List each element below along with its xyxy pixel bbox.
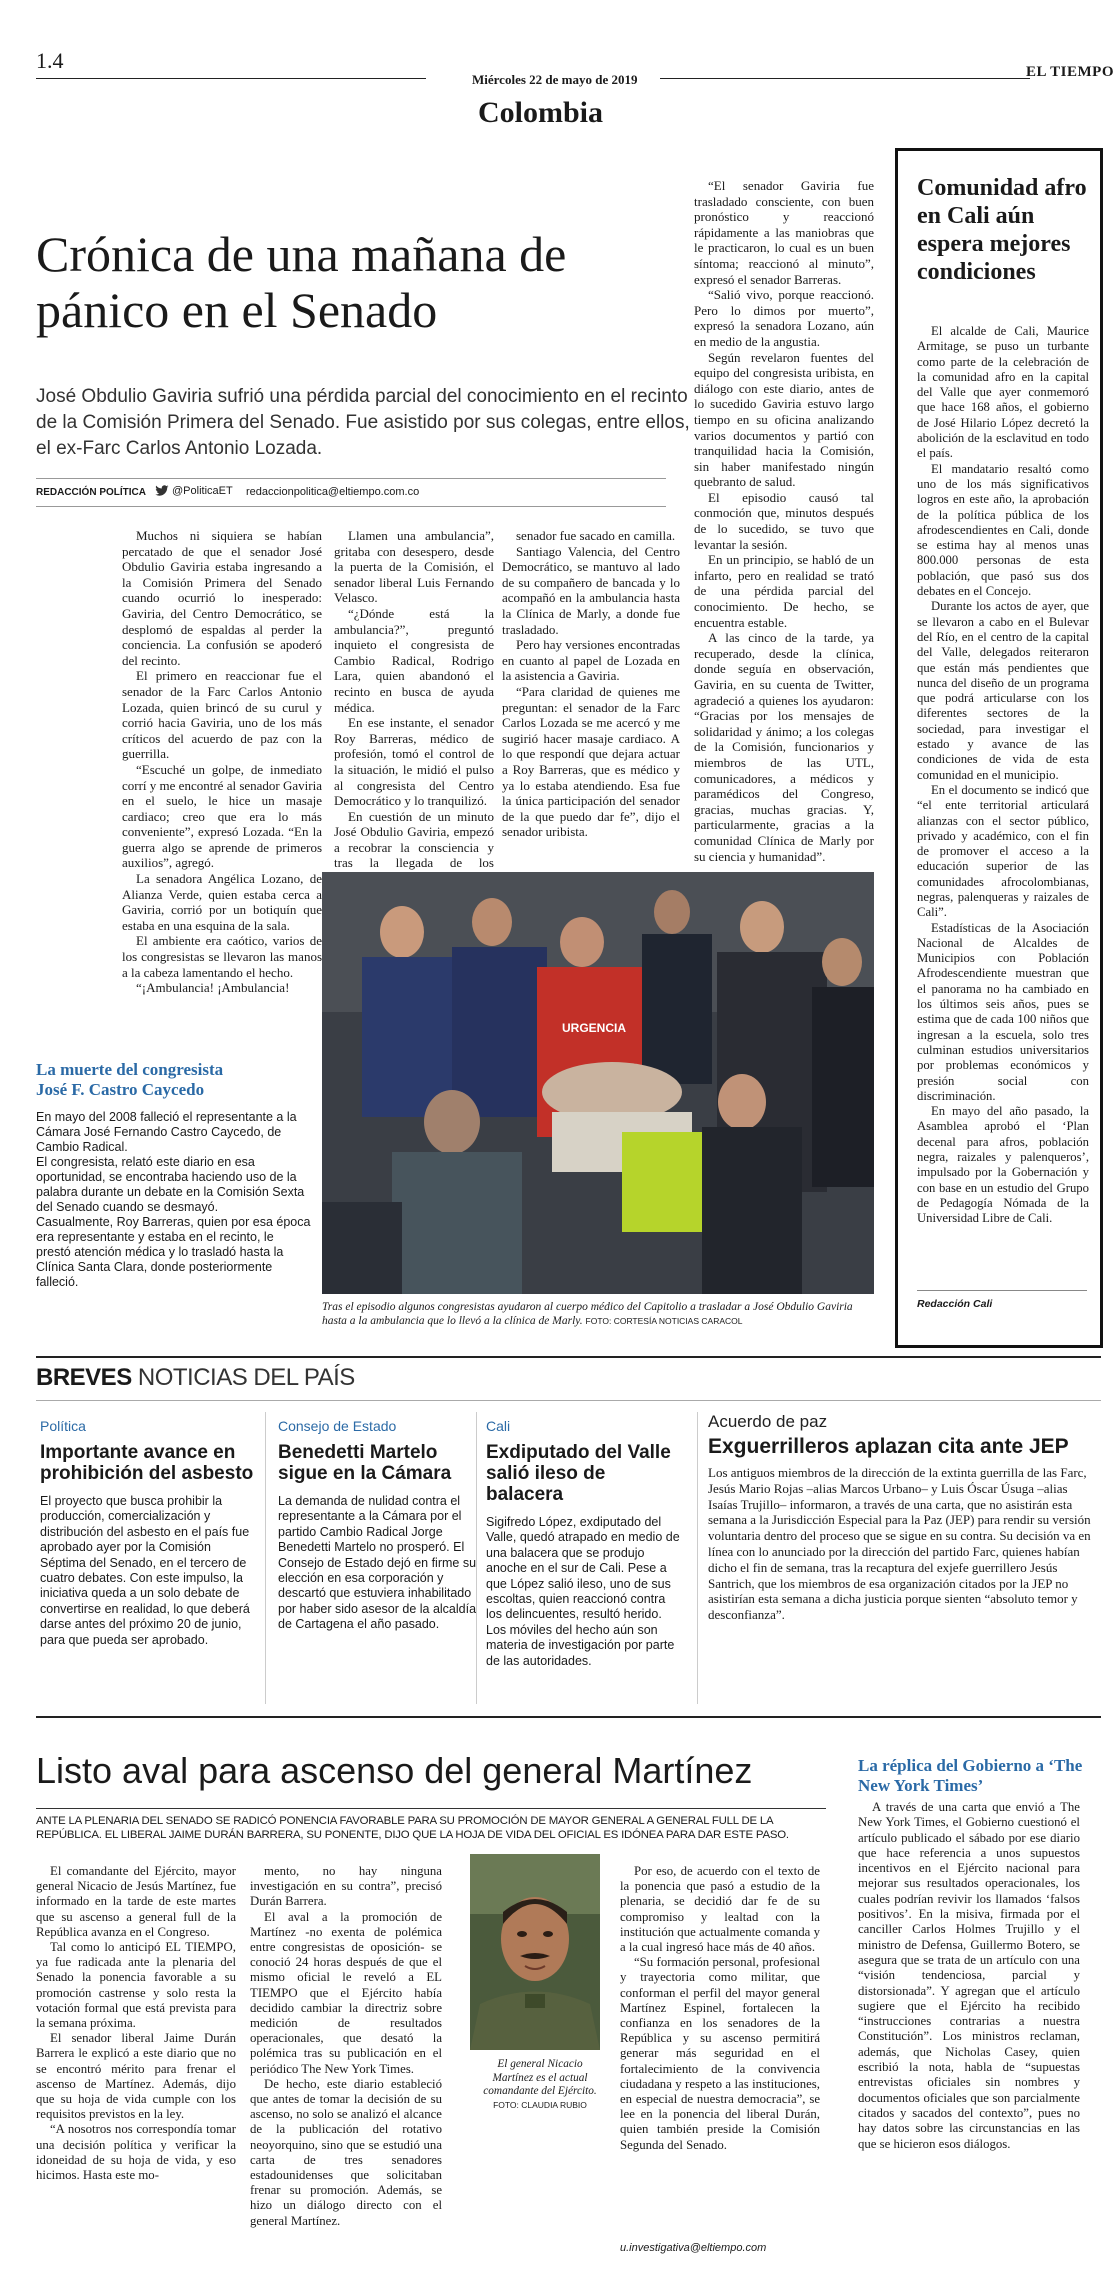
issue-date: Miércoles 22 de mayo de 2019 [472, 72, 638, 87]
paragraph: A las cinco de la tarde, ya recuperado, desde la clínica, donde seguía en observación, Gaviria, en su cuenta de Twitter, agradeció a quienes los ayudaron: “Gracias por los mensajes de solidaridad y ánimo; a los colegas de la Comisión, funcionarios y miembros de las UTL, comunicadores, a médicos y paramédicos del Congreso, gracias, muchas gracias. Y, particularmente, gracias a la comunidad Clínica de Marly por su ciencia y humanidad”. [694, 630, 874, 864]
paragraph: En cuestión de un minuto José Obdulio Gaviria, empezó a recobrar la consciencia y tras la llegada de los [334, 808, 494, 871]
paragraph: La senadora Angélica Lozano, de Alianza Verde, quien estaba cerca a Gaviria, corrió por un botiquín que estaba en una esquina de la sala. [122, 871, 322, 933]
paragraph: En un principio, se habló de un infarto, pero en realidad se trató de una pérdida parcial del conocimiento. De hecho, se encuentra estable. [694, 552, 874, 630]
paragraph: “Para claridad de quienes me preguntan: el senador de la Farc Carlos Lozada se me acercó y me sugirió hacer masaje cardiaco. A lo que respondí que dejara actuar a Roy Barreras, que es médico y ya lo estaba atendiendo. Esa fue la única participación del senador de la que puedo dar fe”, dijo el senador uribista. [502, 683, 680, 840]
paragraph: El aval a la promoción de Martínez -no exenta de polémica entre congresistas de oposición- se conoció 24 horas después de que el mismo oficial le reveló a EL TIEMPO que el Ejército había decidido cambiar la directriz sobre medición de resultados operacionales, que desató la polémica tras su publicación en el periódico The New York Times. [250, 1909, 442, 2076]
page-number: 1.4 [36, 48, 64, 73]
breve-section: Política [40, 1418, 86, 1434]
breve-headline: Exdiputado del Valle salió ileso de balacera [486, 1442, 671, 1505]
paragraph: El alcalde de Cali, Maurice Armitage, se puso un turbante como parte de la celebración de la comunidad afro en la capital del Valle que ayer conmemoró que hace 168 años, el gobierno de José Hilario López decretó la abolición de la esclavitud en todo el país. [917, 324, 1089, 461]
lead-photo-caption-text: Tras el episodio algunos congresistas ayudaron al cuerpo médico del Capitolio a trasladar a José Obdulio Gaviria hasta a la ambulancia que lo llevó a la clínica de Marly. [322, 1301, 853, 1327]
byline-rule-top [36, 478, 666, 479]
paragraph: En el documento se indicó que “el ente territorial articulará alianzas con el sector público, privado y académico, con el fin de promover el acceso a la educación superior de las comunidades afrocolombianas, negras, palenqueras y raizales de Cali”. [917, 782, 1089, 920]
breves-rule-bottom [36, 1716, 1101, 1718]
paragraph: Tal como lo anticipó EL TIEMPO, ya fue radicada ante la plenaria del Senado la ponencia favorable a su promoción castrense y solo resta la votación formal que está prevista para la semana próxima. [36, 1940, 236, 2031]
paragraph: Durante los actos de ayer, que se llevaron a cabo en el Bulevar del Río, en el centro de la capital del Valle, delegados reiteraron que están más pendientes que nunca del diseño de un programa que podrá articularse con los diferentes sectores de la sociedad, para investigar el estado y avance de las condiciones de vida de esta comunidad en el municipio. [917, 599, 1089, 782]
breve-headline: Importante avance en prohibición del asbesto [40, 1442, 254, 1484]
paragraph: El primero en reaccionar fue el senador de la Farc Carlos Antonio Lozada, quien brincó de su curul y corrió hacia Gaviria, uno de los más críticos del acuerdo de paz con la guerrilla. [122, 668, 322, 762]
breves-label [36, 1364, 355, 1392]
paragraph: El episodio causó tal conmoción que, minutos después de lo sucedido, se tuvo que levantar la sesión. [694, 489, 874, 552]
lead-headline: Crónica de una mañana de pánico en el Senado [36, 226, 567, 338]
breves-rule-mid [36, 1400, 1101, 1401]
breve-item-3 [486, 1418, 682, 1669]
paragraph: En mayo del año pasado, la Asamblea aprobó el ‘Plan decenal para afros, población negra, raizales y palenqueros’, impulsado por la Gobernación y con base en un estudio del Grupo de Pedagogía Nómada de la Universidad Libre de Cali. [917, 1104, 1089, 1226]
afro-cali-text [917, 324, 1089, 1284]
replica-sidebar-title: La réplica del Gobierno a ‘The New York Times’ [858, 1756, 1083, 1795]
paragraph: “Escuché un golpe, de inmediato corrí y me encontré al senador Gaviria en el suelo, le hice un masaje cardiaco; creo que era lo más conveniente”, expresó Lozada. “En la guerra algo se aprende de primeros auxilios”, agregó. [122, 761, 322, 871]
paragraph: En mayo del 2008 falleció el representante a la Cámara José Fernando Castro Caycedo, de Cambio Radical. [36, 1110, 297, 1154]
paragraph: Casualmente, Roy Barreras, quien por esa época era representante y estaba en el recinto, le prestó atención médica y lo trasladó hasta la Clínica Santa Clara, donde posteriormente falleció. [36, 1215, 311, 1289]
lead-body-col3 [502, 528, 680, 840]
paragraph: Llamen una ambulancia”, gritaba con desespero, desde la puerta de la Comisión, el senador liberal Luis Fernando Velasco. [334, 528, 494, 606]
twitter-icon [155, 485, 169, 497]
breve-section: Cali [486, 1418, 511, 1434]
breve-section: Consejo de Estado [278, 1418, 397, 1434]
breve-item-2 [278, 1418, 478, 1633]
breve-text: Sigifredo López, exdiputado del Valle, quedó atrapado en medio de una balacera que se produjo anoche en el sur de Cali. Pese a que López salió ileso, uno de sus escoltas, quien reaccionó contra los delincuentes, resultó herido. Los móviles del hecho aún son materia de investigación por parte de las autoridades. [486, 1515, 680, 1668]
svg-text:URGENCIA: URGENCIA [562, 1021, 627, 1035]
breve-headline: Benedetti Martelo sigue en la Cámara [278, 1442, 452, 1484]
lead-body-col1 [122, 528, 322, 1018]
paragraph: El congresista, relató este diario en esa oportunidad, se encontraba haciendo uso de la palabra durante un debate en la Comisión Sexta del Senado cuando se desmayó. [36, 1155, 305, 1214]
second-summary: ANTE LA PLENARIA DEL SENADO SE RADICÓ PONENCIA FAVORABLE PARA SU PROMOCIÓN DE MAYOR GENERAL A GENERAL FULL DE LA REPÚBLICA. EL LIBERAL JAIME DURÁN BARRERA, SU PONENTE, DIJO QUE LA HOJA DE VIDA DEL OFICIAL ES IDÓNEA PARA DAR ESTE PASO. [36, 1815, 789, 1841]
lead-sidebar-text [36, 1110, 311, 1315]
afro-cali-byline: Redacción Cali [917, 1298, 993, 1310]
lead-photo [322, 872, 874, 1294]
paragraph: “El senador Gaviria fue trasladado consciente, con buen pronóstico y reaccionó rápidamente a las maniobras que le practicaron, lo cual es un buen síntoma; reaccionó al minuto”, expresó el senador Barreras. [694, 178, 874, 287]
afro-cali-title: Comunidad afro en Cali aún espera mejores condiciones [917, 175, 1087, 285]
general-photo [470, 1854, 600, 2050]
breve-text: La demanda de nulidad contra el representante a la Cámara por el partido Cambio Radical Jorge Benedetti Martelo no prosperó. El Consejo de Estado dejó en firme su elección en esa corporación y descartó que estuviera inhabilitado por haber sido asesor de la alcaldía de Cartagena el año pasado. [278, 1494, 477, 1632]
lead-photo-credit: FOTO: CORTESÍA NOTICIAS CARACOL [585, 1316, 743, 1326]
breve-divider-1 [265, 1412, 266, 1704]
second-body-col3 [620, 1864, 820, 2224]
breve-headline: Exguerrilleros aplazan cita ante JEP [708, 1435, 1069, 1458]
breve-section: Acuerdo de paz [708, 1412, 828, 1431]
lead-body-col4 [694, 178, 874, 864]
paragraph: El senador liberal Jaime Durán Barrera le explicó a este diario que no se encontró mérito para frenar el ascenso de Martínez. Además, dijo que su hoja de vida cumple con los requisitos previstos en la ley. [36, 2031, 236, 2122]
breve-text: Los antiguos miembros de la dirección de la extinta guerrilla de las Farc, Jesús Mario Rojas –alias Marcos Urbano– y Luis Óscar Úsuga –alias Isaías Trujillo– informaron, a través de una carta, que no asistirán esta semana a la Jurisdicción Especial para la Paz (JEP) para rendir su versión voluntaria dentro del proceso que se sigue en su contra. Su decisión va en línea con lo anunciado por la dirección del partido Farc, quienes habían dicho el fin de semana, tras la recaptura del exjefe guerrillero Jesús Santrich, que los miembros de esa organización citados por la JEP no asistirían esta semana a dicha justicia porque sienten “absoluto temor y desconfianza”. [708, 1465, 1091, 1623]
paragraph: Santiago Valencia, del Centro Democrático, se mantuvo al lado de su compañero de bancada y lo acompañó en la ambulancia hasta la Clínica de Marly, a donde fue trasladado. [502, 543, 680, 637]
second-email[interactable]: u.investigativa@eltiempo.com [620, 2242, 767, 2254]
paragraph: “¿Dónde está la ambulancia?”, preguntó inquieto el congresista de Cambio Radical, Rodrigo Lara, quien abandonó el recinto en busca de ayuda médica. [334, 605, 494, 715]
breves-label-bold: BREVES [36, 1364, 132, 1391]
paragraph: En ese instante, el senador Roy Barreras, médico de profesión, tomó el control de la situación, le midió el pulso al congresista del Centro Democrático y lo tranquilizó. [334, 715, 494, 809]
paragraph: “A nosotros nos correspondía tomar una decisión política y verificar la idoneidad de su hoja de vida, y eso hicimos. Hasta este mo- [36, 2122, 236, 2183]
afro-cali-byline-rule [917, 1290, 1087, 1291]
second-body-col2 [250, 1864, 442, 2274]
paragraph: El mandatario resaltó como uno de los más significativos logros en este año, la aprobación de la política pública de los afrodescendientes en Cali, donde se estima hay al menos unas 800.000 personas de esta población, que pasó sus dos debates en el Concejo. [917, 461, 1089, 599]
paragraph: Muchos ni siquiera se habían percatado de que el senador José Obdulio Gaviria estaba ingresando a la Comisión Primera del Senado cuando ocurrió lo inesperado: Gaviria, del Centro Democrático, se desplomó de espaldas al perder la conciencia. La confusión se apoderó del recinto. [122, 528, 322, 668]
twitter-handle-text: @PoliticaET [172, 485, 233, 497]
second-headline: Listo aval para ascenso del general Martínez [36, 1750, 753, 1791]
section-title: Colombia [478, 96, 604, 129]
lead-summary: José Obdulio Gaviria sufrió una pérdida parcial del conocimiento en el recinto de la Comisión Primera del Senado. Fue asistido por sus colegas, entre ellos, el ex-Farc Carlos Antonio Lozada. [36, 386, 690, 459]
breves-label-light: NOTICIAS DEL PAÍS [137, 1364, 355, 1391]
paragraph: “Salió vivo, porque reaccionó. Pero lo dimos por muerto”, expresó la senadora Lozano, aún en medio de la angustia. [694, 287, 874, 349]
paragraph: Según revelaron fuentes del equipo del congresista uribista, en diálogo con este diario, antes de lo sucedido Gaviria estuvo largo tiempo en su oficina analizando varios documentos y partió con tranquilidad hacia la Comisión, sin haber manifestado ningún quebranto de salud. [694, 349, 874, 490]
paragraph: De hecho, este diario estableció que antes de tomar la decisión de su ascenso, no solo se analizó el alcance de la publicación del rotativo neoyorquino, sino que se estudió una carta de tres senadores estadounidenses que solicitaban frenar su promoción. Además, se hizo un diálogo directo con el general Martínez. [250, 2076, 442, 2228]
second-rule [36, 1808, 826, 1809]
paragraph: El comandante del Ejército, mayor general Nicacio de Jesús Martínez, fue informado en la tarde de este martes que su ascenso a general full de la República avanza en el Congreso. [36, 1864, 236, 1939]
brand-logo: EL TIEMPO [1026, 64, 1114, 80]
byline-rule-bottom [36, 506, 666, 507]
breve-divider-2 [476, 1412, 477, 1704]
header-rule-left [36, 78, 426, 79]
paragraph: senador fue sacado en camilla. [516, 528, 676, 543]
paragraph: Pero hay versiones encontradas en cuanto al papel de Lozada en la asistencia a Gaviria. [502, 637, 680, 684]
byline-email[interactable]: redaccionpolitica@eltiempo.com.co [246, 486, 420, 498]
replica-sidebar-text [858, 1800, 1080, 2240]
byline: REDACCIÓN POLÍTICA [36, 487, 146, 498]
paragraph: “¡Ambulancia! ¡Ambulancia! [136, 980, 290, 996]
paragraph: A través de una carta que envió a The New York Times, el Gobierno cuestionó el artículo publicado el sábado por ese diario que hace referencia a unos supuestos incentivos en el Ejército nacional para mejorar sus resultados operacionales, los cuales podrían revivir los llamados ‘falsos positivos’. En la misiva, firmada por el canciller Carlos Holmes Trujillo y el ministro de Defensa, Guillermo Botero, se asegura que se trata de un artículo con una “visión tendenciosa, parcial y distorsionada”. Y agregan que el artículo sugiere que el Ejército ha recibido “instrucciones contrarias a nuestra Constitución”. Los ministros reclaman, además, que Nicholas Casey, quien escribió la nota, habla de “supuestas entrevistas oficiales sin nombres y documentos oficiales que son parcialmente citados y sacados del contexto”, pues no hay datos sobre las circunstancias en las que se hicieron esos diálogos. [858, 1800, 1080, 2151]
paragraph: Estadísticas de la Asociación Nacional de Alcaldes de Municipios con Población Afrodescendiente muestran que el panorama no ha cambiado en los últimos seis años, pues se estima que de cada 100 niños que ingresan a la escuela, solo tres culminan estudios universitarios por problemas económicos y presión social con discriminación. [917, 920, 1089, 1103]
paragraph: Por eso, de acuerdo con el texto de la ponencia que pasó a estudio de la plenaria, se decidió dar fe de su compromiso y lealtad con la institución que actualmente comanda y a la cual ingresó hace más de 40 años. [620, 1864, 820, 1955]
general-photo-caption-text: El general Nicacio Martínez es el actual comandante del Ejército. [483, 2058, 597, 2097]
header-rule-right [660, 78, 1030, 79]
breve-item-4 [708, 1412, 1100, 1623]
paragraph: “Su formación personal, profesional y trayectoria como militar, que conforman el perfil del mayor general Martínez Espinel, fortalecen la confianza en los senadores de la República y su ascenso permitirá generar más seguridad en el fortalecimiento de la convivencia ciudadana y respeto a las instituciones, en especial de nuestra democracia”, se lee en la ponencia del liberal Durán, quien también preside la Comisión Segunda del Senado. [620, 1955, 820, 2152]
breve-text: El proyecto que busca prohibir la producción, comercialización y distribución del asbesto en el país fue aprobado ayer por la Comisión Séptima del Senado, en el tercero de cuatro debates. Con este impulso, la iniciativa queda a un solo debate de convertirse en realidad, lo que deberá darse antes del próximo 20 de junio, para que pueda ser aprobado. [40, 1494, 250, 1647]
lead-sidebar-title: La muerte del congresista José F. Castro Caycedo [36, 1060, 224, 1099]
twitter-handle[interactable] [155, 485, 233, 497]
lead-photo-caption [322, 1300, 874, 1328]
breves-rule-top [36, 1356, 1101, 1358]
lead-body-col2 [334, 528, 494, 871]
breve-divider-3 [697, 1412, 698, 1704]
paragraph: El ambiente era caótico, varios de los congresistas se llevaron las manos a la cabeza lamentando el hecho. [122, 933, 322, 980]
second-body-col1 [36, 1864, 236, 2274]
breve-item-1 [40, 1418, 255, 1648]
paragraph: mento, no hay ninguna investigación en su contra”, precisó Durán Barrera. [250, 1864, 442, 1909]
general-photo-caption [480, 2058, 600, 2112]
general-photo-credit: FOTO: CLAUDIA RUBIO [493, 2099, 587, 2110]
